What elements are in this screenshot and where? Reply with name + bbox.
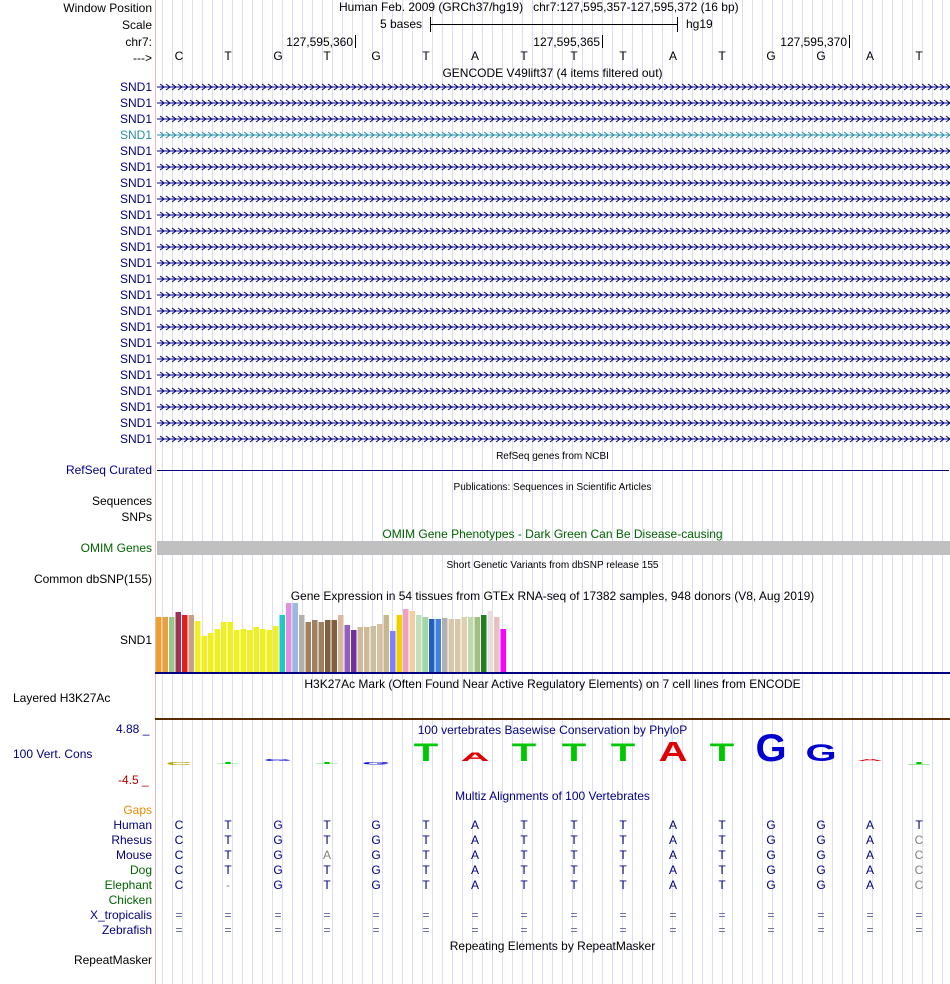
gtex-tissue-bar[interactable] [468,617,474,672]
strand-label: ---> [133,51,152,65]
multiz-title[interactable]: Multiz Alignments of 100 Vertebrates [455,789,650,803]
multiz-base: T [619,878,627,892]
gtex-tissue-bar[interactable] [163,617,169,672]
multiz-base: T [718,848,726,862]
gencode-transcript[interactable] [157,258,950,268]
multiz-species-label[interactable]: Rhesus [111,833,152,847]
multiz-base: T [570,833,578,847]
gtex-tissue-bar[interactable] [358,627,364,672]
gtex-tissue-bar[interactable] [299,615,305,672]
multiz-base: T [619,848,627,862]
gtex-tissue-bar[interactable] [247,630,253,672]
reference-base: T [619,49,627,63]
gtex-tissue-bar[interactable] [338,615,344,672]
reference-base: A [668,49,677,63]
reference-base: T [323,49,331,63]
gencode-gene-label[interactable]: SND1 [119,432,152,446]
multiz-base: = [817,923,825,937]
gtex-tissue-bar[interactable] [429,619,435,672]
coordinate-tick-mark [355,35,356,48]
multiz-base: T [718,878,726,892]
gtex-tissue-bar[interactable] [228,622,234,672]
multiz-base: = [224,908,232,922]
multiz-base: A [865,848,874,862]
multiz-base: T [323,863,331,877]
multiz-base: C [914,848,924,862]
multiz-base: = [669,923,677,937]
multiz-species-label[interactable]: Elephant [104,878,152,892]
multiz-base: A [865,833,874,847]
gtex-tissue-bar[interactable] [189,615,195,672]
gencode-gene-label[interactable]: SND1 [119,176,152,190]
multiz-base: = [372,908,380,922]
multiz-base: = [718,923,726,937]
multiz-base: G [273,848,283,862]
multiz-base: C [914,863,924,877]
gtex-tissue-bar[interactable] [371,626,377,672]
multiz-base: = [471,923,479,937]
phylop-base-glyph: A [658,736,688,768]
gencode-gene-label[interactable]: SND1 [119,144,152,158]
multiz-base: = [323,923,331,937]
multiz-base: T [224,833,232,847]
gencode-transcript[interactable] [157,306,950,316]
multiz-base: = [224,923,232,937]
multiz-base: T [718,818,726,832]
gtex-tissue-bar[interactable] [293,603,299,672]
gtex-tissue-bar[interactable] [182,615,188,672]
phylop-label[interactable]: 100 Vert. Cons [13,747,93,761]
gtex-tissue-bar[interactable] [215,629,221,672]
gencode-gene-label[interactable]: SND1 [119,224,152,238]
phylop-base-glyph: A [460,750,490,764]
assembly-title [339,0,739,14]
gtex-tissue-bar[interactable] [351,630,357,672]
snps-label[interactable]: SNPs [121,510,152,524]
multiz-base: C [174,833,184,847]
phylop-base-glyph: A [857,759,883,762]
gtex-title[interactable]: Gene Expression in 54 tissues from GTEx RNA-seq of 17382 samples, 948 donors (V8, Aug 2019) [290,589,815,603]
gencode-gene-label[interactable]: SND1 [119,368,152,382]
multiz-base: G [371,818,381,832]
multiz-base: T [422,848,430,862]
gtex-tissue-bar[interactable] [501,629,507,672]
gtex-tissue-bar[interactable] [254,627,260,672]
omim-title[interactable]: OMIM Gene Phenotypes - Dark Green Can Be Disease-causing [382,527,723,541]
phylop-base-glyph: T [413,739,439,768]
scale-text: 5 bases [380,17,423,31]
gencode-transcript[interactable] [157,114,950,124]
scale-bar-left-tick [430,17,431,32]
multiz-base: T [224,863,232,877]
gencode-gene-label[interactable]: SND1 [119,256,152,270]
reference-base: T [520,49,528,63]
multiz-base: A [470,818,479,832]
gencode-transcript[interactable] [157,146,950,156]
multiz-base: = [767,923,775,937]
gencode-gene-label[interactable]: SND1 [119,96,152,110]
multiz-base: G [273,833,283,847]
gencode-transcript[interactable] [157,130,950,140]
multiz-base: = [274,908,282,922]
multiz-base: A [470,863,479,877]
multiz-base: A [865,863,874,877]
gtex-label[interactable]: SND1 [119,633,152,647]
multiz-base: = [520,908,528,922]
multiz-base: C [914,833,924,847]
gencode-transcript[interactable] [157,178,950,188]
gtex-tissue-bar[interactable] [494,617,500,672]
publications-title[interactable]: Publications: Sequences in Scientific Articles [453,482,652,493]
gtex-tissue-bar[interactable] [423,617,429,672]
scale-bar-right-tick [677,17,678,32]
multiz-base: = [669,908,677,922]
gtex-baseline [155,672,950,674]
gencode-transcript[interactable] [157,226,950,236]
gtex-tissue-bar[interactable] [397,615,403,672]
multiz-base: G [371,833,381,847]
gtex-tissue-bar[interactable] [475,617,481,672]
multiz-base: T [422,833,430,847]
multiz-base: T [619,818,627,832]
multiz-base: = [323,908,331,922]
multiz-base: T [520,848,528,862]
gtex-tissue-bar[interactable] [410,611,416,672]
gencode-transcript[interactable] [157,322,950,332]
gtex-tissue-bar[interactable] [403,609,409,672]
h3k27ac-label[interactable]: Layered H3K27Ac [13,691,111,705]
multiz-species-label[interactable]: Human [113,818,152,832]
multiz-base: = [372,923,380,937]
repeatmasker-label[interactable]: RepeatMasker [73,953,152,967]
gencode-gene-label[interactable]: SND1 [119,336,152,350]
multiz-base: G [371,863,381,877]
reference-base: A [470,49,479,63]
multiz-base: G [816,863,826,877]
multiz-base: G [816,833,826,847]
multiz-species-label[interactable]: Dog [129,863,152,877]
gtex-tissue-bar[interactable] [267,630,273,672]
coordinate-tick-mark [849,35,850,48]
multiz-base: A [668,833,677,847]
multiz-base: T [323,878,331,892]
multiz-base: = [817,908,825,922]
gencode-gene-label[interactable]: SND1 [119,112,152,126]
multiz-base: = [718,908,726,922]
multiz-base: A [322,848,331,862]
coordinate-tick-label: 127,595,370 [780,35,847,49]
gencode-transcript[interactable] [157,354,950,364]
reference-base: T [570,49,578,63]
coordinate-tick-label: 127,595,360 [286,35,353,49]
reference-base: G [273,49,283,63]
gtex-tissue-bar[interactable] [455,619,461,672]
gtex-tissue-bar[interactable] [234,630,240,672]
multiz-base: = [175,908,183,922]
phylop-base-glyph: G [263,759,293,762]
window-position-label: Window Position [63,1,152,15]
multiz-base: = [915,923,923,937]
reference-base: T [718,49,726,63]
multiz-base: C [174,848,184,862]
gencode-gene-label[interactable]: SND1 [119,400,152,414]
multiz-base: = [619,908,627,922]
reference-base: G [766,49,776,63]
multiz-base: T [520,833,528,847]
phylop-base-glyph: G [362,761,390,765]
refseq-label[interactable]: RefSeq Curated [65,463,152,477]
multiz-base: C [174,878,184,892]
multiz-base: T [619,833,627,847]
multiz-base: = [767,908,775,922]
omim-label[interactable]: OMIM Genes [80,541,152,555]
gtex-tissue-bar[interactable] [169,617,175,672]
position-readout[interactable]: chr7:127,595,357-127,595,372 (16 bp) [533,0,739,14]
multiz-base: T [520,863,528,877]
multiz-base: G [816,878,826,892]
phylop-title[interactable]: 100 vertebrates Basewise Conservation by PhyloP [417,723,688,737]
phylop-base-glyph: G [755,734,787,770]
multiz-base: C [914,878,924,892]
multiz-base: A [470,848,479,862]
multiz-base: = [274,923,282,937]
multiz-base: G [816,848,826,862]
gtex-tissue-bar[interactable] [384,615,390,672]
gencode-transcript[interactable] [157,242,950,252]
gtex-tissue-bar[interactable] [312,620,318,672]
gencode-transcript[interactable] [157,386,950,396]
dbsnp-label[interactable]: Common dbSNP(155) [33,572,152,586]
gtex-tissue-bar[interactable] [202,636,208,672]
gtex-tissue-bar[interactable] [416,615,422,672]
dbsnp-title[interactable]: Short Genetic Variants from dbSNP release 155 [446,560,659,571]
multiz-base: T [570,878,578,892]
phylop-logo[interactable] [155,734,950,776]
gtex-tissue-bar[interactable] [221,622,227,672]
multiz-base: G [766,833,776,847]
gencode-gene-label[interactable]: SND1 [119,304,152,318]
multiz-base: T [224,848,232,862]
multiz-species-label[interactable]: Mouse [115,848,152,862]
gencode-transcript[interactable] [157,274,950,284]
phylop-base-glyph: C [166,760,192,767]
h3k27ac-title[interactable]: H3K27Ac Mark (Often Found Near Active Regulatory Elements) on 7 cell lines from ENCODE [304,677,801,691]
sequences-label[interactable]: Sequences [91,494,152,508]
gtex-tissue-bar[interactable] [377,624,383,672]
phylop-base-glyph: T [217,761,239,764]
gencode-transcript[interactable] [157,194,950,204]
phylop-base-glyph: T [610,739,636,768]
gtex-tissue-bar[interactable] [280,615,286,672]
reference-base: G [816,49,826,63]
phylop-base-glyph: T [908,761,930,766]
phylop-base-glyph: T [709,739,735,768]
refseq-line[interactable] [157,470,949,471]
multiz-base: T [520,878,528,892]
phylop-min-label: -4.5 _ [118,773,149,787]
gtex-tissue-bar[interactable] [449,619,455,672]
multiz-base: = [570,923,578,937]
multiz-base: G [766,848,776,862]
multiz-base: - [226,878,230,892]
multiz-base: G [273,818,283,832]
gencode-gene-label[interactable]: SND1 [119,288,152,302]
gtex-tissue-bar[interactable] [260,629,266,672]
multiz-base: = [915,908,923,922]
multiz-base: A [470,833,479,847]
chrom-label: chr7: [125,35,152,49]
multiz-base: T [570,848,578,862]
multiz-base: T [520,818,528,832]
gtex-tissue-bar[interactable] [325,620,331,672]
multiz-base: T [915,818,923,832]
gencode-transcript[interactable] [157,162,950,172]
multiz-base: T [422,818,430,832]
gencode-gene-label[interactable]: SND1 [119,160,152,174]
multiz-base: A [865,878,874,892]
gencode-transcript[interactable] [157,82,950,92]
gencode-transcript[interactable] [157,98,950,108]
multiz-base: T [570,863,578,877]
gtex-tissue-bar[interactable] [176,612,182,672]
multiz-base: T [619,863,627,877]
multiz-base: G [371,878,381,892]
gtex-tissue-bar[interactable] [332,620,338,672]
phylop-base-glyph: T [561,739,587,768]
multiz-base: = [866,923,874,937]
phylop-max-label: 4.88 _ [116,722,150,736]
gencode-gene-label[interactable]: SND1 [119,352,152,366]
multiz-species-label[interactable]: X_tropicalis [89,908,152,922]
gtex-tissue-bar[interactable] [488,611,494,672]
multiz-base: G [273,878,283,892]
multiz-species-label[interactable]: Chicken [108,893,152,907]
phylop-base-glyph: T [316,761,338,764]
reference-base: T [422,49,430,63]
reference-base: C [174,49,184,63]
gencode-transcript[interactable] [157,434,950,444]
gtex-tissue-bar[interactable] [286,603,292,672]
multiz-base: T [570,818,578,832]
gaps-label[interactable]: Gaps [123,803,152,817]
gtex-tissue-bar[interactable] [345,625,351,672]
reference-base: G [371,49,381,63]
multiz-base: = [619,923,627,937]
gtex-tissue-bar[interactable] [195,621,201,672]
multiz-base: C [174,863,184,877]
multiz-base: = [471,908,479,922]
gtex-tissue-bar[interactable] [364,627,370,672]
gtex-tissue-bar[interactable] [241,629,247,672]
gencode-gene-label[interactable]: SND1 [119,384,152,398]
multiz-base: G [371,848,381,862]
reference-base: T [224,49,232,63]
scale-label: Scale [121,18,152,32]
multiz-base: A [668,818,677,832]
gencode-transcript[interactable] [157,418,950,428]
multiz-base: G [766,878,776,892]
gtex-tissue-bar[interactable] [273,626,279,672]
h3k27ac-baseline [155,718,950,720]
multiz-base: C [174,818,184,832]
gencode-transcript[interactable] [157,402,950,412]
gencode-gene-label[interactable]: SND1 [119,80,152,94]
gtex-tissue-bar[interactable] [436,619,442,672]
gtex-tissue-bar[interactable] [306,622,312,672]
multiz-base: = [520,923,528,937]
multiz-base: T [718,863,726,877]
gtex-tissue-bar[interactable] [462,617,468,672]
gtex-tissue-bar[interactable] [156,617,162,672]
multiz-base: T [323,818,331,832]
gencode-gene-label[interactable]: SND1 [119,320,152,334]
gencode-transcript[interactable] [157,210,950,220]
phylop-base-glyph: T [511,739,537,768]
refseq-title[interactable]: RefSeq genes from NCBI [496,451,609,462]
multiz-base: = [866,908,874,922]
coordinate-tick-label: 127,595,365 [533,35,600,49]
assembly-name: Human Feb. 2009 (GRCh37/hg19) [339,0,524,14]
db-label: hg19 [686,17,713,31]
repeatmasker-title[interactable]: Repeating Elements by RepeatMasker [449,939,656,953]
gencode-gene-label[interactable]: SND1 [119,272,152,286]
gtex-tissue-bar[interactable] [319,622,325,672]
gtex-tissue-bar[interactable] [481,615,487,672]
multiz-base: T [224,818,232,832]
reference-base: A [865,49,874,63]
gencode-gene-label[interactable]: SND1 [119,416,152,430]
gencode-transcript[interactable] [157,338,950,348]
gencode-transcript[interactable] [157,290,950,300]
omim-bar[interactable] [157,541,950,555]
multiz-base: G [273,863,283,877]
multiz-base: A [668,878,677,892]
gencode-gene-label[interactable]: SND1 [119,208,152,222]
multiz-species-label[interactable]: Zebrafish [101,923,152,937]
multiz-base: G [766,863,776,877]
multiz-base: A [668,863,677,877]
gencode-gene-label[interactable]: SND1 [119,240,152,254]
multiz-base: T [422,878,430,892]
gtex-tissue-bar[interactable] [442,618,448,672]
gencode-gene-label[interactable]: SND1 [119,192,152,206]
multiz-base: T [422,863,430,877]
multiz-base: A [470,878,479,892]
gencode-gene-label[interactable]: SND1 [119,128,152,142]
multiz-base: = [175,923,183,937]
coordinate-tick-mark [602,35,603,48]
multiz-base: T [323,833,331,847]
multiz-base: G [816,818,826,832]
multiz-base: A [865,818,874,832]
reference-base: T [915,49,923,63]
gtex-tissue-bar[interactable] [390,631,396,672]
multiz-base: A [668,848,677,862]
multiz-base: G [766,818,776,832]
multiz-base: = [422,923,430,937]
phylop-base-glyph: G [805,739,837,767]
multiz-base: = [570,908,578,922]
gencode-title[interactable]: GENCODE V49lift37 (4 items filtered out) [442,66,663,80]
gencode-transcript[interactable] [157,370,950,380]
multiz-base: T [718,833,726,847]
scale-bar [430,24,677,25]
gtex-bar-chart[interactable] [155,602,555,672]
gtex-tissue-bar[interactable] [208,633,214,672]
multiz-base: = [422,908,430,922]
